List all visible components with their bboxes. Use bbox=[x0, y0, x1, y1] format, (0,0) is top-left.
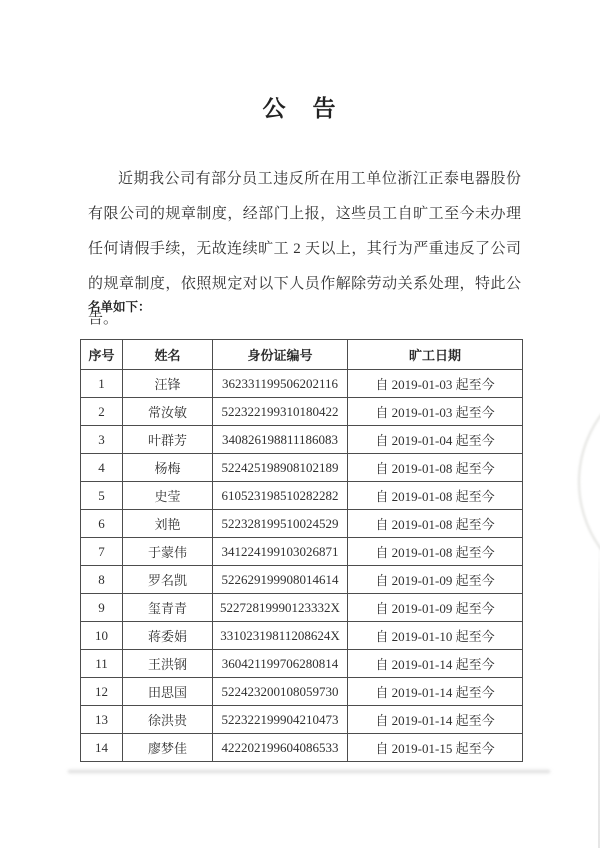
table-cell-id: 522425198908102189 bbox=[213, 454, 348, 482]
table-row bbox=[81, 454, 523, 482]
table-row bbox=[81, 566, 523, 594]
table-row bbox=[81, 650, 523, 678]
table-cell-date: 自 2019-01-08 起至今 bbox=[348, 538, 523, 566]
table-cell-date: 自 2019-01-08 起至今 bbox=[348, 510, 523, 538]
table-cell-no: 11 bbox=[81, 650, 123, 678]
table-cell-name: 罗名凯 bbox=[123, 566, 213, 594]
table-header-cell: 序号 bbox=[81, 340, 123, 370]
table-cell-id: 52272819990123332X bbox=[213, 594, 348, 622]
table-cell-no: 9 bbox=[81, 594, 123, 622]
table-cell-id: 341224199103026871 bbox=[213, 538, 348, 566]
table-cell-id: 522629199908014614 bbox=[213, 566, 348, 594]
table-row bbox=[81, 622, 523, 650]
table-cell-name: 于蒙伟 bbox=[123, 538, 213, 566]
table-cell-no: 5 bbox=[81, 482, 123, 510]
table-cell-no: 4 bbox=[81, 454, 123, 482]
table-cell-date: 自 2019-01-14 起至今 bbox=[348, 650, 523, 678]
table-cell-date: 自 2019-01-09 起至今 bbox=[348, 566, 523, 594]
table-cell-name: 刘艳 bbox=[123, 510, 213, 538]
table-row bbox=[81, 734, 523, 762]
table-cell-id: 340826198811186083 bbox=[213, 426, 348, 454]
table-cell-no: 13 bbox=[81, 706, 123, 734]
table-cell-date: 自 2019-01-10 起至今 bbox=[348, 622, 523, 650]
list-intro-label: 名单如下： bbox=[88, 300, 151, 314]
table-cell-id: 522423200108059730 bbox=[213, 678, 348, 706]
table-header-cell: 身份证编号 bbox=[213, 340, 348, 370]
table-cell-id: 522322199904210473 bbox=[213, 706, 348, 734]
table-row bbox=[81, 678, 523, 706]
table-cell-date: 自 2019-01-08 起至今 bbox=[348, 482, 523, 510]
table-cell-no: 1 bbox=[81, 370, 123, 398]
table-cell-no: 12 bbox=[81, 678, 123, 706]
table-cell-date: 自 2019-01-09 起至今 bbox=[348, 594, 523, 622]
table-cell-no: 7 bbox=[81, 538, 123, 566]
table-cell-id: 33102319811208624X bbox=[213, 622, 348, 650]
table-row bbox=[81, 594, 523, 622]
table-cell-no: 14 bbox=[81, 734, 123, 762]
table-cell-date: 自 2019-01-08 起至今 bbox=[348, 454, 523, 482]
table-cell-name: 杨梅 bbox=[123, 454, 213, 482]
table-cell-no: 6 bbox=[81, 510, 123, 538]
table-cell-id: 422202199604086533 bbox=[213, 734, 348, 762]
table-row bbox=[81, 370, 523, 398]
table-cell-date: 自 2019-01-04 起至今 bbox=[348, 426, 523, 454]
table-row bbox=[81, 538, 523, 566]
table-cell-name: 王洪钢 bbox=[123, 650, 213, 678]
table-row bbox=[81, 706, 523, 734]
table-header-cell: 姓名 bbox=[123, 340, 213, 370]
table-cell-name: 玺青青 bbox=[123, 594, 213, 622]
table-header-row bbox=[81, 340, 523, 370]
dismissed-employees-table bbox=[80, 339, 523, 762]
table-row bbox=[81, 426, 523, 454]
table-cell-date: 自 2019-01-15 起至今 bbox=[348, 734, 523, 762]
table-cell-id: 360421199706280814 bbox=[213, 650, 348, 678]
table-row bbox=[81, 482, 523, 510]
page-title: 公 告 bbox=[262, 96, 338, 121]
table-cell-id: 362331199506202116 bbox=[213, 370, 348, 398]
table-cell-id: 522328199510024529 bbox=[213, 510, 348, 538]
table-cell-name: 叶群芳 bbox=[123, 426, 213, 454]
table-row bbox=[81, 510, 523, 538]
table-cell-no: 3 bbox=[81, 426, 123, 454]
table-cell-id: 610523198510282282 bbox=[213, 482, 348, 510]
table-cell-date: 自 2019-01-03 起至今 bbox=[348, 398, 523, 426]
table-cell-name: 常汝敏 bbox=[123, 398, 213, 426]
table-cell-date: 自 2019-01-14 起至今 bbox=[348, 678, 523, 706]
table-cell-name: 史莹 bbox=[123, 482, 213, 510]
table-cell-no: 10 bbox=[81, 622, 123, 650]
table-cell-date: 自 2019-01-03 起至今 bbox=[348, 370, 523, 398]
table-cell-date: 自 2019-01-14 起至今 bbox=[348, 706, 523, 734]
table-row bbox=[81, 398, 523, 426]
table-cell-name: 田思国 bbox=[123, 678, 213, 706]
scan-artifact-arc bbox=[578, 368, 600, 596]
table-header-cell: 旷工日期 bbox=[348, 340, 523, 370]
table-cell-no: 8 bbox=[81, 566, 123, 594]
table-cell-no: 2 bbox=[81, 398, 123, 426]
table-cell-id: 522322199310180422 bbox=[213, 398, 348, 426]
table-cell-name: 蒋委娟 bbox=[123, 622, 213, 650]
table-cell-name: 廖梦佳 bbox=[123, 734, 213, 762]
notice-body-paragraph: 近期我公司有部分员工违反所在用工单位浙江正泰电器股份有限公司的规章制度，经部门上报，这些员工自旷工至今未办理任何请假手续，无故连续旷工 2 天以上，其行为严重违反了公司的规章制度，依照规定对以下人员作解除劳动关系处理，特此公告。 bbox=[88, 171, 521, 327]
table-cell-name: 徐洪贵 bbox=[123, 706, 213, 734]
scan-artifact-streak bbox=[68, 770, 550, 773]
table-cell-name: 汪锋 bbox=[123, 370, 213, 398]
